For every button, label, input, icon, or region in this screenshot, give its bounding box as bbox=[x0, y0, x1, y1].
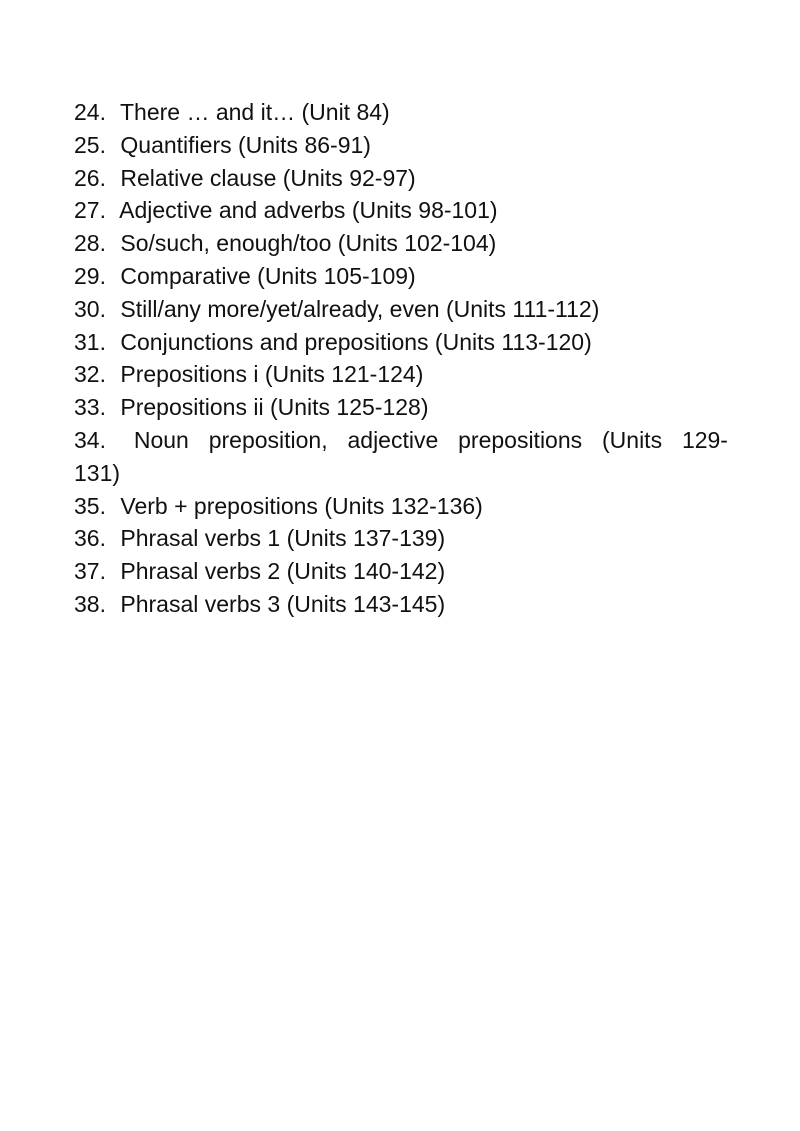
item-number: 33. bbox=[74, 394, 106, 421]
justified-line bbox=[74, 424, 728, 457]
item-word: Noun bbox=[133, 426, 189, 453]
item-number: 27. bbox=[74, 197, 106, 224]
list-item bbox=[74, 293, 728, 326]
unit-list bbox=[74, 96, 728, 621]
item-number: 30. bbox=[74, 295, 106, 322]
list-item bbox=[74, 424, 728, 490]
list-item bbox=[74, 522, 728, 555]
item-text: Comparative (Units 105-109) bbox=[120, 262, 416, 289]
item-text: Phrasal verbs 3 (Units 143-145) bbox=[120, 590, 446, 617]
item-text: There … and it… (Unit 84) bbox=[119, 99, 390, 125]
item-word: prepositions bbox=[458, 426, 583, 453]
item-text: Relative clause (Units 92-97) bbox=[120, 164, 416, 191]
list-item bbox=[74, 96, 728, 129]
item-text: Phrasal verbs 2 (Units 140-142) bbox=[120, 558, 446, 585]
list-item bbox=[74, 129, 728, 162]
item-number: 29. bbox=[74, 262, 106, 289]
item-text: Verb + prepositions (Units 132-136) bbox=[120, 492, 483, 519]
item-number: 38. bbox=[74, 590, 106, 617]
item-text: Conjunctions and prepositions (Units 113-120) bbox=[120, 328, 592, 355]
item-number: 28. bbox=[74, 230, 106, 257]
item-continuation: 131) bbox=[74, 459, 121, 486]
item-number: 36. bbox=[74, 525, 106, 552]
item-text: So/such, enough/too (Units 102-104) bbox=[120, 230, 497, 257]
item-word: adjective bbox=[347, 426, 439, 453]
item-text: Prepositions ii (Units 125-128) bbox=[120, 394, 429, 421]
item-number: 32. bbox=[74, 361, 106, 388]
item-number: 25. bbox=[74, 131, 106, 158]
list-item bbox=[74, 162, 728, 195]
list-item bbox=[74, 227, 728, 260]
item-word: preposition, bbox=[208, 426, 328, 453]
item-word: 129- bbox=[681, 426, 728, 453]
item-text: Still/any more/yet/already, even (Units 111-112) bbox=[120, 295, 600, 322]
list-item bbox=[74, 555, 728, 588]
item-number: 26. bbox=[74, 164, 106, 191]
item-word: (Units bbox=[602, 426, 663, 453]
item-number: 35. bbox=[74, 492, 106, 519]
list-item bbox=[74, 194, 728, 227]
list-item bbox=[74, 260, 728, 293]
item-text: Prepositions i (Units 121-124) bbox=[120, 361, 424, 388]
item-number: 24. bbox=[74, 99, 106, 125]
list-item bbox=[74, 391, 728, 424]
item-text: Phrasal verbs 1 (Units 137-139) bbox=[120, 525, 446, 552]
list-item bbox=[74, 358, 728, 391]
list-item bbox=[74, 490, 728, 523]
item-number: 37. bbox=[74, 558, 106, 585]
list-item bbox=[74, 326, 728, 359]
item-text: Quantifiers (Units 86-91) bbox=[120, 131, 371, 158]
list-item bbox=[74, 588, 728, 621]
item-number: 34. bbox=[74, 426, 106, 453]
item-text: Adjective and adverbs (Units 98-101) bbox=[119, 197, 498, 224]
item-number: 31. bbox=[74, 328, 106, 355]
